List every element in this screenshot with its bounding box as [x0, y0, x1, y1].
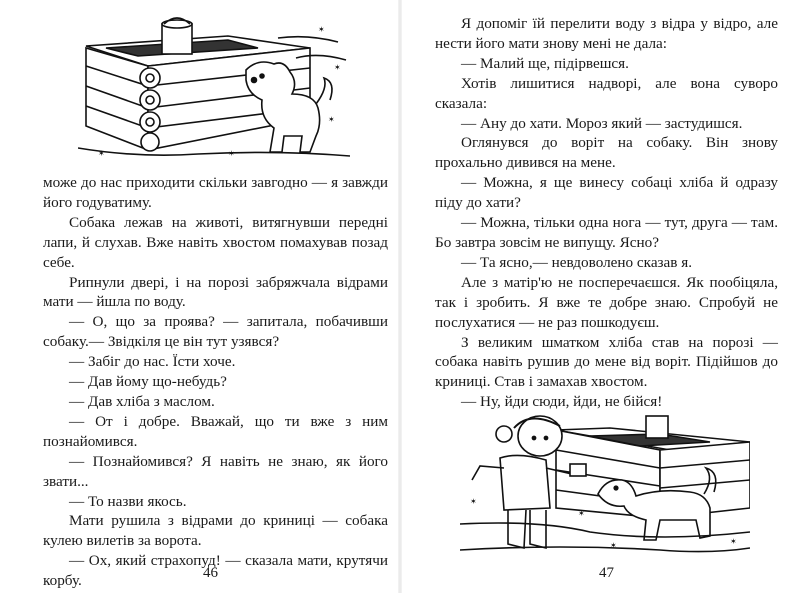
- paragraph: Оглянувся до воріт на собаку. Він знову прохально дивився на мене.: [435, 134, 778, 172]
- paragraph: Мати рушила з відрами до криниці — собака кулею вилетів за ворота.: [43, 512, 388, 550]
- paragraph: — Ану до хати. Мороз який — застудишся.: [461, 114, 743, 132]
- paragraph: — Дав хліба з маслом.: [69, 392, 215, 410]
- paragraph: може до нас приходити скільки завгодно — я завжди його годуватиму.: [43, 174, 388, 211]
- paragraph: — От і добре. Вважай, що ти вже з ним познайомився.: [43, 412, 388, 450]
- paragraph: — То назви якось.: [69, 492, 187, 510]
- page-number: 46: [203, 565, 218, 581]
- paragraph: Але з матір'ю не посперечаєшся. Як пообіцяла, так і зробить. Я вже те добре знаю. Спробуй не послухатися — не раз пошкодуєш.: [435, 273, 778, 331]
- paragraph: — Ох, який страхопуд! — сказала мати, крутячи корбу.: [43, 552, 388, 590]
- svg-text:✶: ✶: [334, 63, 341, 72]
- paragraph: — Познайомився? Я навіть не знаю, як його звати...: [43, 452, 388, 490]
- paragraph: Хотів лишитися надворі, але вона суворо сказала:: [435, 74, 778, 112]
- paragraph: — Можна, я ще винесу собаці хліба й одразу піду до хати?: [435, 174, 778, 212]
- paragraph: — Можна, тільки одна нога — тут, друга — там. Бо завтра зовсім не випущу. Ясно?: [435, 214, 778, 251]
- svg-text:✶: ✶: [610, 541, 617, 550]
- svg-text:✶: ✶: [98, 149, 105, 158]
- paragraph: — Ну, йди сюди, йди, не бійся!: [461, 393, 663, 411]
- page-46-text: [43, 173, 388, 591]
- page-47-text: [435, 14, 778, 412]
- svg-text:✶: ✶: [578, 509, 585, 518]
- svg-text:✶: ✶: [470, 497, 477, 506]
- well-with-dog-illustration: [78, 8, 350, 160]
- paragraph: — Та ясно,— невдоволено сказав я.: [461, 253, 693, 271]
- boy-feeding-dog-illustration: [460, 408, 750, 556]
- paragraph: Собака лежав на животі, витягнувши передні лапи, й слухав. Вже навіть хвостом помахував позад себе.: [43, 213, 388, 271]
- svg-text:✶: ✶: [730, 537, 737, 546]
- paragraph: Рипнули двері, і на порозі забряжчала відрами мати — йшла по воду.: [43, 273, 388, 311]
- paragraph: — Дав йому що-небудь?: [69, 373, 227, 391]
- right-page: [400, 0, 800, 593]
- page-number: 47: [599, 565, 614, 581]
- svg-text:✶: ✶: [328, 115, 335, 124]
- paragraph: — Малий ще, підірвешся.: [461, 54, 629, 72]
- paragraph: З великим шматком хліба став на порозі — собака навіть рушив до мене від воріт. Підійшов до криниці. Став і замахав хвостом.: [435, 333, 778, 391]
- paragraph: Я допоміг їй перелити воду з відра у відро, але нести його мати знову мені не дала:: [435, 15, 778, 52]
- paragraph: — Забіг до нас. Їсти хоче.: [69, 353, 236, 371]
- paragraph: — О, що за проява? — запитала, побачивши собаку.— Звідкіля це він тут узявся?: [43, 313, 388, 351]
- svg-text:✶: ✶: [318, 25, 325, 34]
- svg-text:✶: ✶: [228, 149, 235, 158]
